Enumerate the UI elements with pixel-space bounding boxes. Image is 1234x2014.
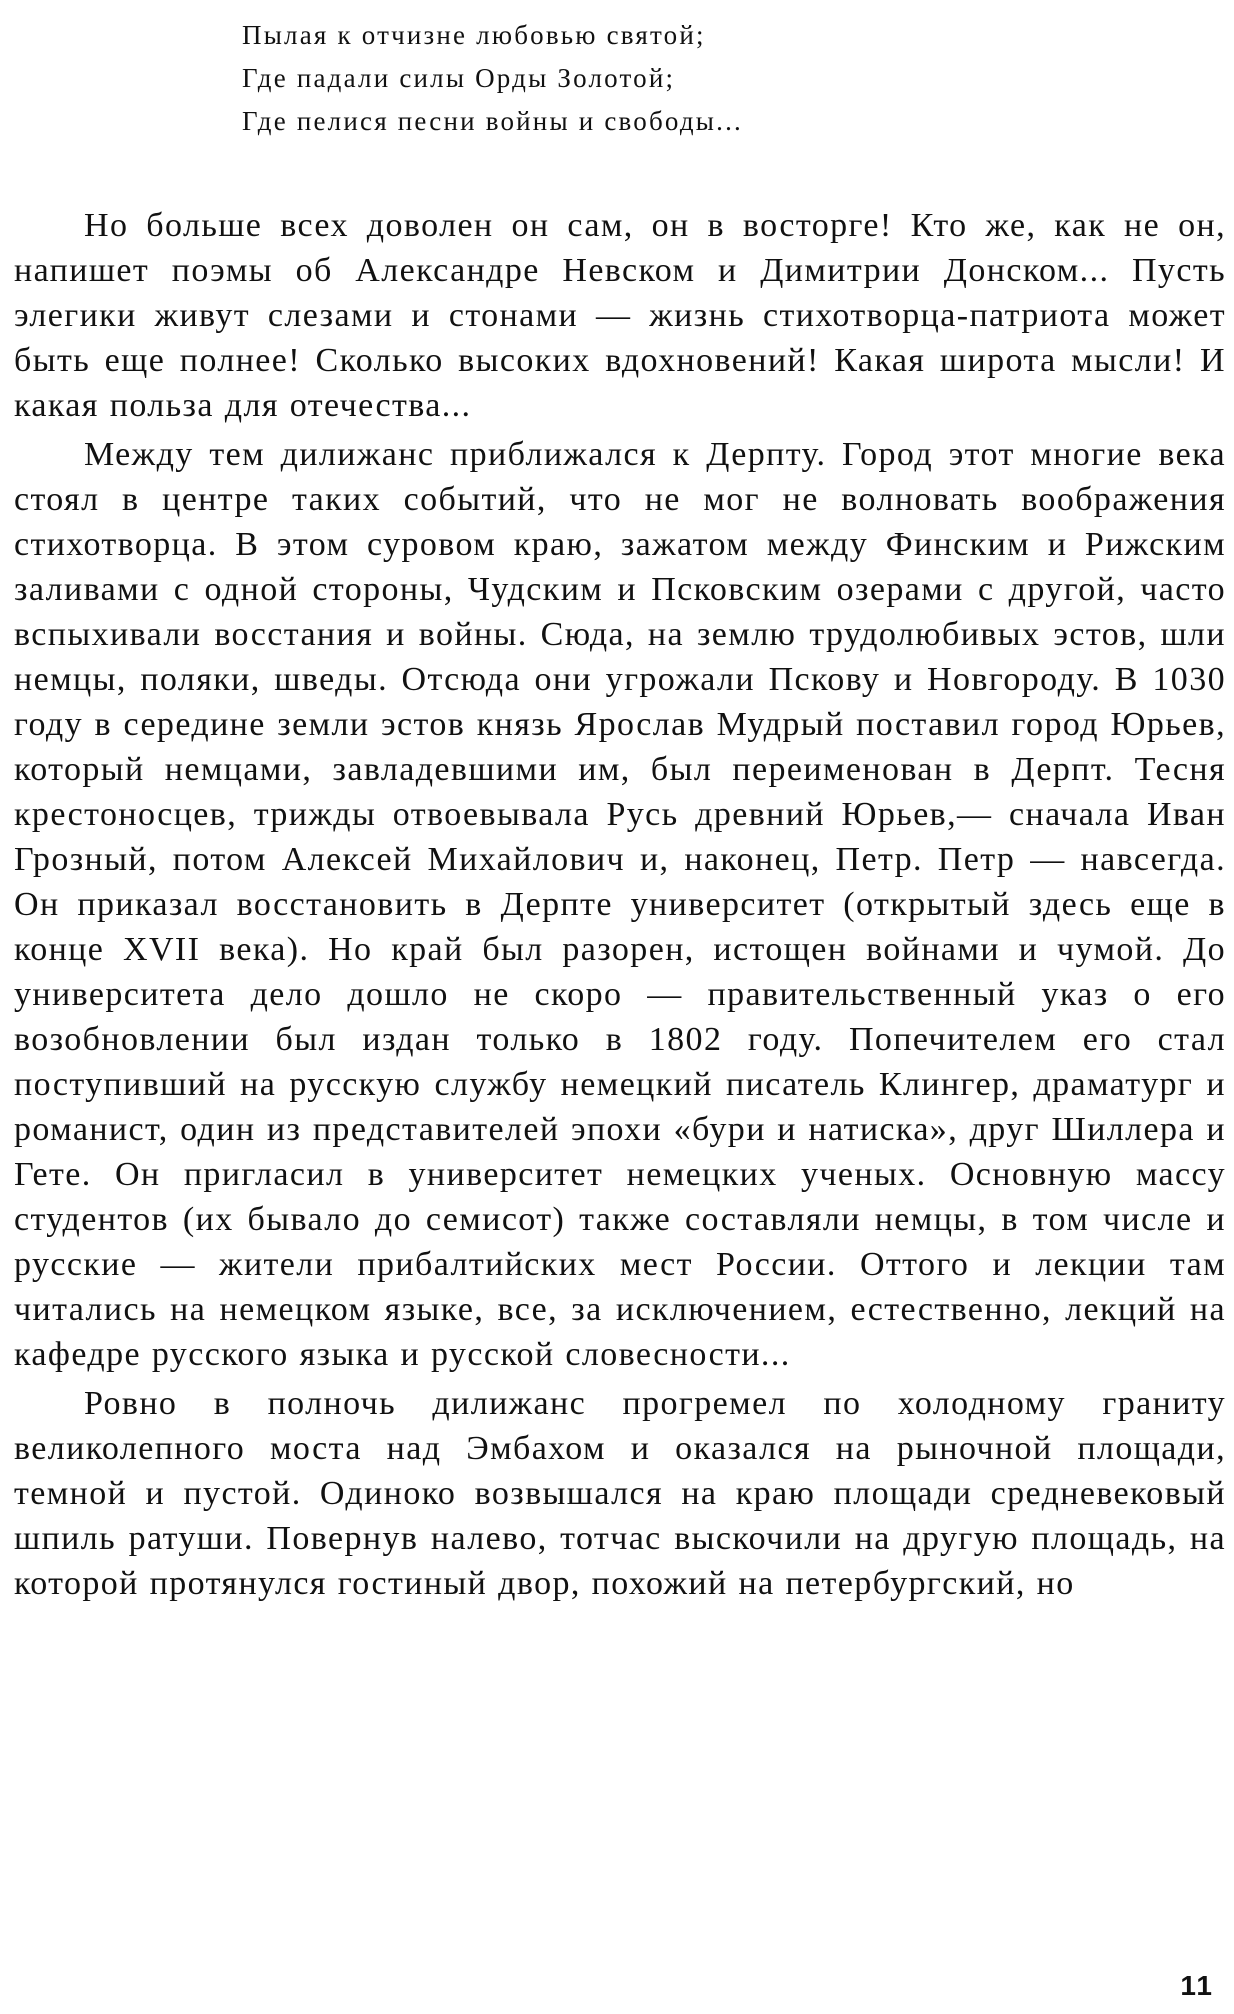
page-number: 11 [1180, 1970, 1214, 2001]
paragraph: Ровно в полночь дилижанс прогремел по холодному граниту великолепного моста над Эмбахом и оказался на рыночной площади, темной и пустой. Одиноко возвышался на краю площади средневековый шпиль ратуши. Повернув налево, тотчас выскочили на другую площадь, на которой протянулся гостиный двор, похожий на петербургский, но [14, 1385, 1226, 1602]
verse-line: Пылая к отчизне любовью святой; [242, 20, 706, 50]
book-page [14, 0, 1226, 2014]
paragraph: Но больше всех доволен он сам, он в восторге! Кто же, как не он, напишет поэмы об Александре Невском и Димитрии Донском... Пусть элегики живут слезами и стонами — жизнь стихотворца-патриота может быть еще полнее! Сколько высоких вдохновений! Какая широта мысли! И какая польза для отечества... [14, 207, 1226, 424]
verse-line: Где пелися песни войны и свободы... [242, 106, 743, 136]
verse-quote [14, 0, 1226, 143]
verse-line: Где падали силы Орды Золотой; [242, 63, 676, 93]
body-text [14, 203, 1226, 1606]
paragraph: Между тем дилижанс приближался к Дерпту. Город этот многие века стоял в центре таких событий, что не мог не волновать воображения стихотворца. В этом суровом краю, зажатом между Финским и Рижским заливами с одной стороны, Чудским и Псковским озерами с другой, часто вспыхивали восстания и войны. Сюда, на землю трудолюбивых эстов, шли немцы, поляки, шведы. Отсюда они угрожали Пскову и Новгороду. В 1030 году в середине земли эстов князь Ярослав Мудрый поставил город Юрьев, который немцами, завладевшими им, был переименован в Дерпт. Тесня крестоносцев, трижды отвоевывала Русь древний Юрьев,— сначала Иван Грозный, потом Алексей Михайлович и, наконец, Петр. Петр — навсегда. Он приказал восстановить в Дерпте университет (открытый здесь еще в конце XVII века). Но край был разорен, истощен войнами и чумой. До университета дело дошло не скоро — правительственный указ о его возобновлении был издан только в 1802 году. Попечителем его стал поступивший на русскую службу немецкий писатель Клингер, драматург и романист, один из представителей эпохи «бури и натиска», друг Шиллера и Гете. Он пригласил в университет немецких ученых. Основную массу студентов (их бывало до семисот) также составляли немцы, в том числе и русские — жители прибалтийских мест России. Оттого и лекции там читались на немецком языке, все, за исключением, естественно, лекций на кафедре русского языка и русской словесности... [14, 436, 1226, 1373]
